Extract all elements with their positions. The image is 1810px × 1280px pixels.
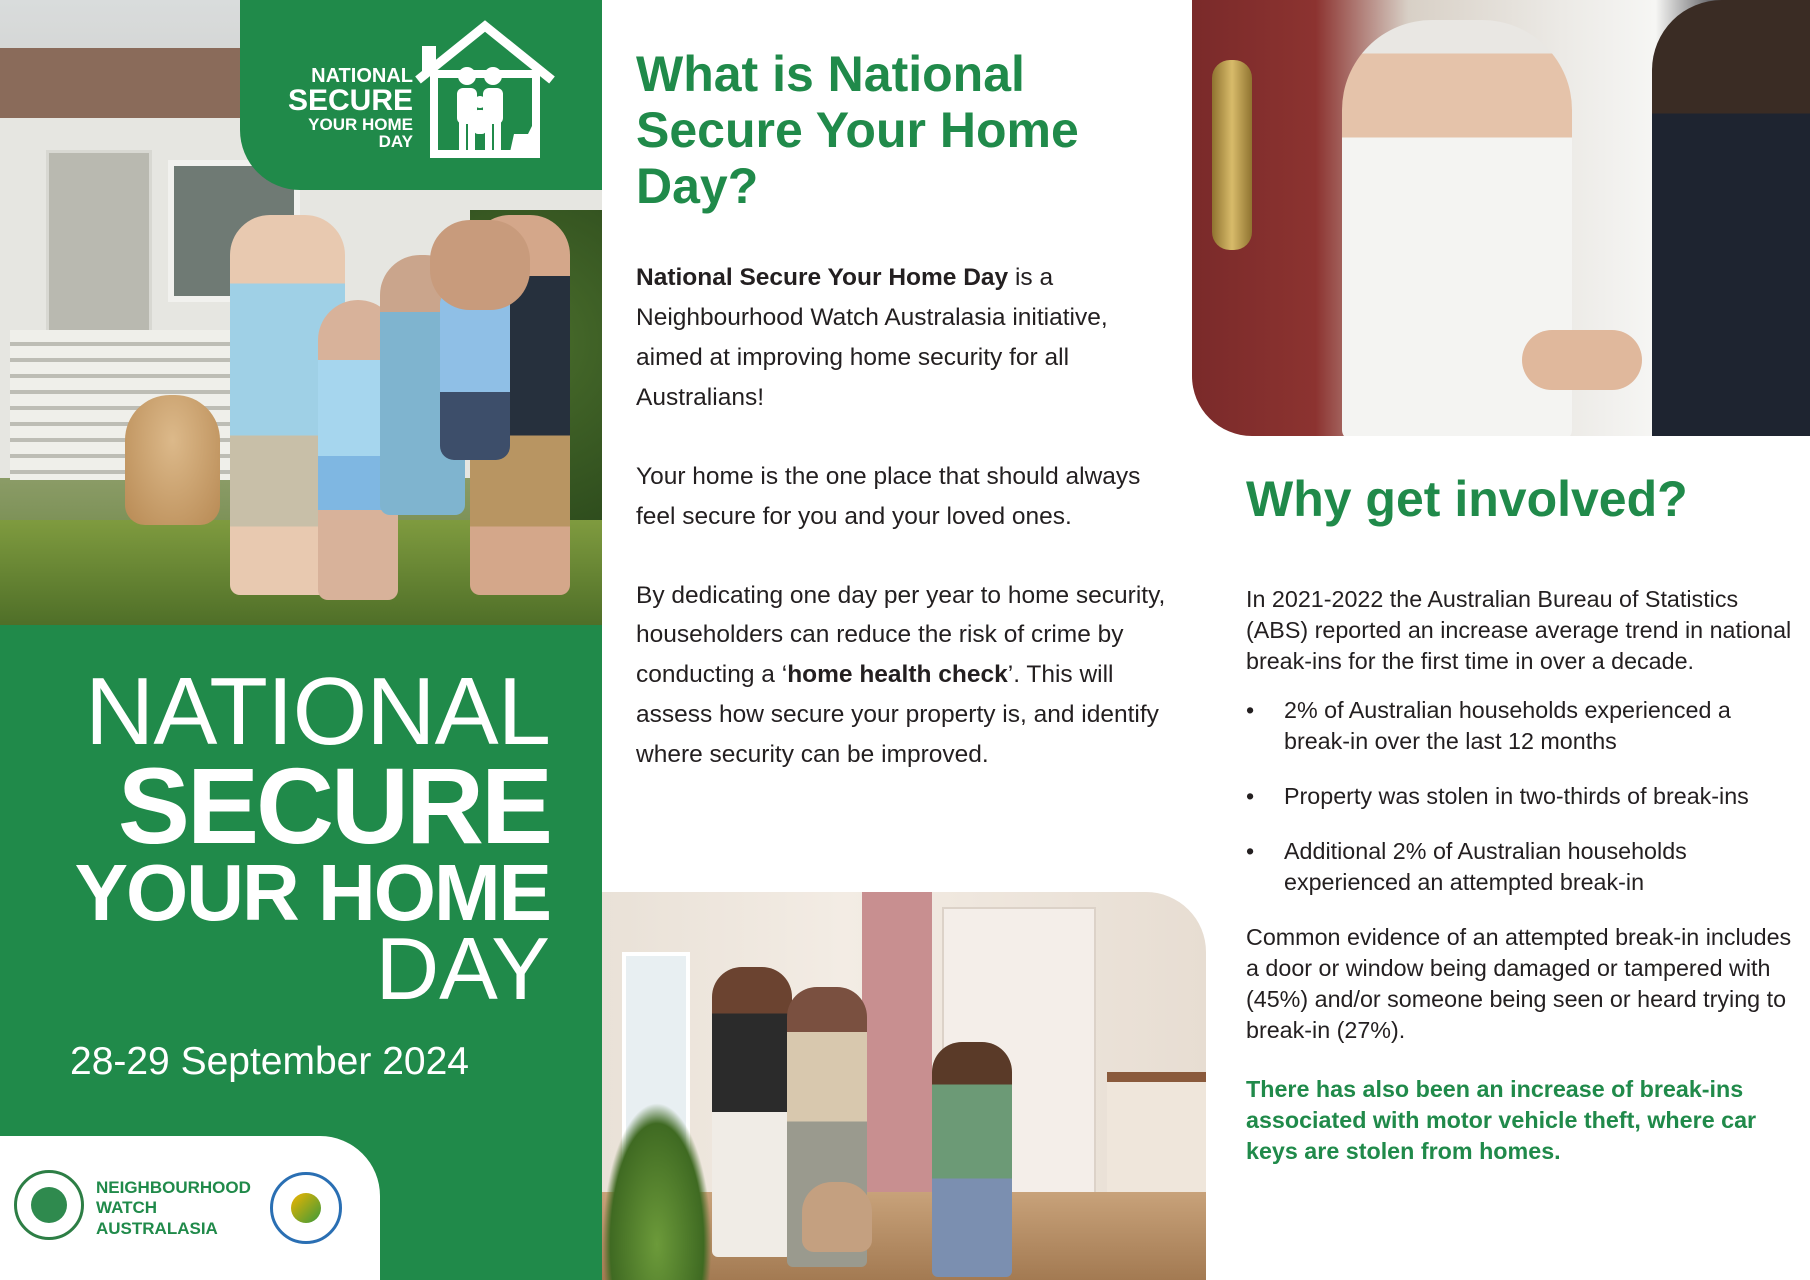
- french-bulldog: [802, 1182, 872, 1252]
- logo-line-1: NATIONAL: [311, 65, 413, 87]
- list-item: [1246, 836, 1796, 898]
- bullet: •: [1246, 782, 1255, 809]
- neighbourhood-watch-logo-text: [96, 1178, 251, 1239]
- front-door-handshake-photo: [1192, 0, 1810, 436]
- what-is-p1-text: is a Neighbourhood Watch Australasia initiative, aimed at improving home security for all Australians!: [636, 264, 1108, 411]
- hero-title-line-4: DAY: [375, 919, 550, 1019]
- what-is-p3-end: ’. This will assess how secure your property is, and identify where security can be improved.: [636, 661, 1159, 769]
- stat-text: Property was stolen in two-thirds of break-ins: [1284, 782, 1749, 809]
- nwa-line-2: WATCH: [96, 1198, 158, 1218]
- what-is-paragraph-2: Your home is the one place that should always feel secure for you and your loved ones.: [636, 462, 1141, 530]
- list-item: [1246, 781, 1796, 812]
- visitor-figure: [1652, 0, 1810, 436]
- what-is-body: [636, 258, 1176, 814]
- stat-text: Additional 2% of Australian households experienced an attempted break-in: [1284, 837, 1687, 895]
- why-intro: In 2021-2022 the Australian Bureau of Statistics (ABS) reported an increase average trend in national break-ins for the first time in over a decade.: [1246, 586, 1792, 674]
- list-item: [1246, 695, 1796, 757]
- bullet: •: [1246, 837, 1255, 864]
- logo-line-3: YOUR HOME: [308, 115, 413, 134]
- house-family-icon: [410, 18, 560, 158]
- boy-head: [430, 220, 530, 310]
- nwa-line-1: NEIGHBOURHOOD: [96, 1178, 251, 1197]
- hero-title: [20, 658, 550, 1019]
- what-is-p3-start: By dedicating one day per year to home security, householders can reduce the risk of crime by conducting a ‘: [636, 581, 1166, 689]
- why-body: [1246, 584, 1796, 1167]
- what-is-heading: What is National Secure Your Home Day?: [636, 46, 1079, 214]
- what-is-paragraph-3: [636, 576, 1176, 776]
- golden-retriever: [125, 395, 220, 525]
- neighbourhood-watch-badge-icon: [14, 1170, 84, 1240]
- stat-text: 2% of Australian households experienced a break-in over the last 12 months: [1284, 696, 1731, 754]
- hero-title-line-1: NATIONAL: [85, 658, 550, 765]
- statistics-list: [1246, 695, 1796, 898]
- nwa-line-3: AUSTRALASIA: [96, 1218, 218, 1238]
- logo-line-2: SECURE: [287, 84, 413, 117]
- brass-door-handle: [1212, 60, 1252, 250]
- family-arriving-photo: [602, 892, 1206, 1280]
- handshake: [1522, 330, 1642, 390]
- campaign-logo-text: [268, 66, 413, 150]
- bullet: •: [1246, 696, 1255, 723]
- what-is-paragraph-1: [636, 258, 1176, 418]
- why-callout: There has also been an increase of break-ins associated with motor vehicle theft, where car keys are stolen from homes.: [1246, 1075, 1757, 1164]
- logo-line-4: DAY: [378, 132, 413, 151]
- event-date: 28-29 September 2024: [70, 1040, 469, 1083]
- why-evidence: Common evidence of an attempted break-in includes a door or window being damaged or tampered with (45%) and/or someone being seen or heard trying to break-in (27%).: [1246, 923, 1792, 1043]
- woman-figure: [712, 967, 792, 1257]
- child-figure: [932, 1042, 1012, 1277]
- house-roof: [0, 48, 250, 118]
- boy-figure: [440, 290, 510, 460]
- program-name: National Secure Your Home Day: [636, 264, 1009, 291]
- pot-plant: [602, 1102, 712, 1280]
- hero-title-line-3: YOUR HOME: [74, 847, 550, 937]
- registered-charity-badge-icon: [270, 1172, 342, 1244]
- hero-title-line-2: SECURE: [117, 745, 550, 867]
- why-heading: Why get involved?: [1246, 471, 1688, 527]
- home-health-check: home health check: [787, 661, 1008, 689]
